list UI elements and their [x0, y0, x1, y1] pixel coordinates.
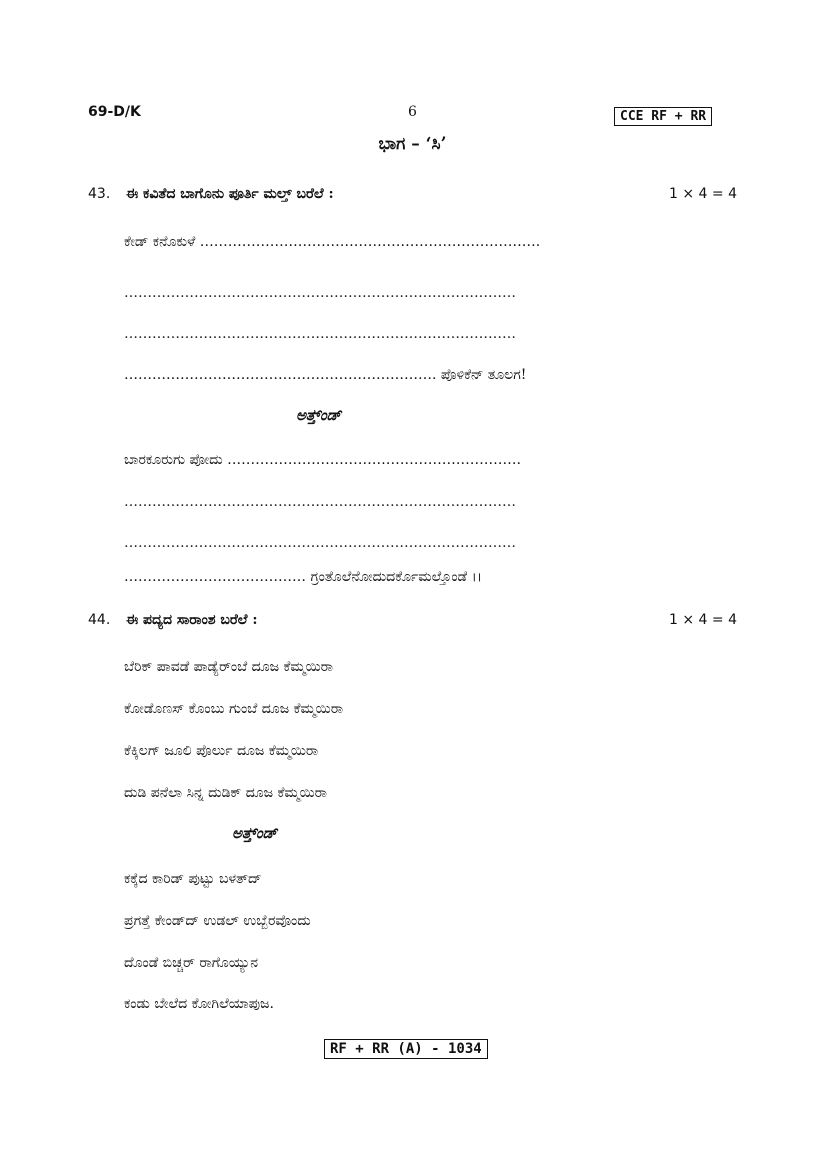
q43-alt-line-4: ………………………………… ಗ್ರಂತೊಲೆನೋದುದರ್ಕೊಮಲ್ತೊಂಡೆ ।। [124, 569, 483, 585]
q44-line-2: ಕೋಡೊಣಸ್ ಕೊಂಬು ಗುಂಬೆ ದೂಜ ಕೆಮ್ಮಯಿರಾ [124, 701, 344, 717]
q44-alt-line-4: ಕಂಡು ಬೇಲೆದ ಕೋಗಿಲೆಯಾಪುಜ. [124, 996, 274, 1012]
q44-alt-line-1: ಕಕ್ಕೆದ ಕಾರಿಡ್ ಪುಟ್ಟು ಬಳತ್‌ದ್ [124, 871, 262, 887]
question-44-number: 44. [88, 612, 111, 628]
q43-alt-line-2: ………………………………………………………………………… [124, 494, 516, 510]
q43-line-2: ………………………………………………………………………… [124, 285, 516, 301]
exam-box-label: CCE RF + RR [614, 107, 712, 126]
q44-line-1: ಬೆರಿಕ್ ಪಾವಡೆ ಪಾಡ್ಯೆರ್‌ಂಬೆ ದೂಜ ಕೆಮ್ಮಯಿರಾ [124, 659, 333, 675]
q44-alt-line-3: ದೊಂಡೆ ಬಿಚ್ಚರ್ ರಾಗೊಯ್ಯುನ [124, 955, 258, 971]
q43-line-4: …………………………………………………………. ಪೊಳಿಕೆನ್ ತೂಲಗ! [124, 367, 527, 383]
q43-line-3: ………………………………………………………………………… [124, 326, 516, 342]
q44-or-label: ಅತ್ತ್‌ಂಡ್ [232, 824, 278, 842]
question-43-marks: 1 × 4 = 4 [669, 186, 737, 202]
section-title: ಭಾಗ – ‘ಸಿ’ [378, 134, 447, 154]
footer-code-box: RF + RR (A) - 1034 [324, 1039, 488, 1059]
question-43-number: 43. [88, 186, 111, 202]
question-43-text: ಈ ಕವಿತೆದ ಬಾಗೊನು ಪೂರ್ತಿ ಮಲ್ತ್ ಬರೆಲೆ : [126, 186, 334, 202]
q43-or-label: ಅತ್ತ್‌ಂಡ್ [296, 406, 342, 424]
question-44-text: ಈ ಪದ್ಯದ ಸಾರಾಂಶ ಬರೆಲೆ : [126, 612, 258, 628]
q44-line-3: ಕೆಕ್ಕಿಲಗ್ ಜೂಲಿ ಪೊರ್ಲು ದೂಜ ಕೆಮ್ಮಯಿರಾ [124, 743, 319, 759]
q44-alt-line-2: ಪ್ರಗತ್ತೆ ಕೇಂಡ್‌ದ್ ಉಡಲ್ ಉಬ್ಬೆರವೊಂದು [124, 913, 311, 929]
page-number: 6 [408, 104, 417, 120]
q43-line-1: ಕೇಡ್ ಕನೊಕುಳೆ ………………………………………………………………. [124, 234, 541, 250]
q44-line-4: ದುಡಿ ಪನೆಲಾ ಸಿನ್ನ ದುಡಿಕ್ ದೂಜ ಕೆಮ್ಮಯಿರಾ [124, 785, 328, 801]
q43-alt-line-1: ಬಾರಕೂರುಗು ಪೋದು ……………………………………………………… [124, 452, 522, 468]
paper-code: 69-D/K [88, 104, 141, 120]
question-44-marks: 1 × 4 = 4 [669, 612, 737, 628]
q43-alt-line-3: ………………………………………………………………………… [124, 535, 516, 551]
